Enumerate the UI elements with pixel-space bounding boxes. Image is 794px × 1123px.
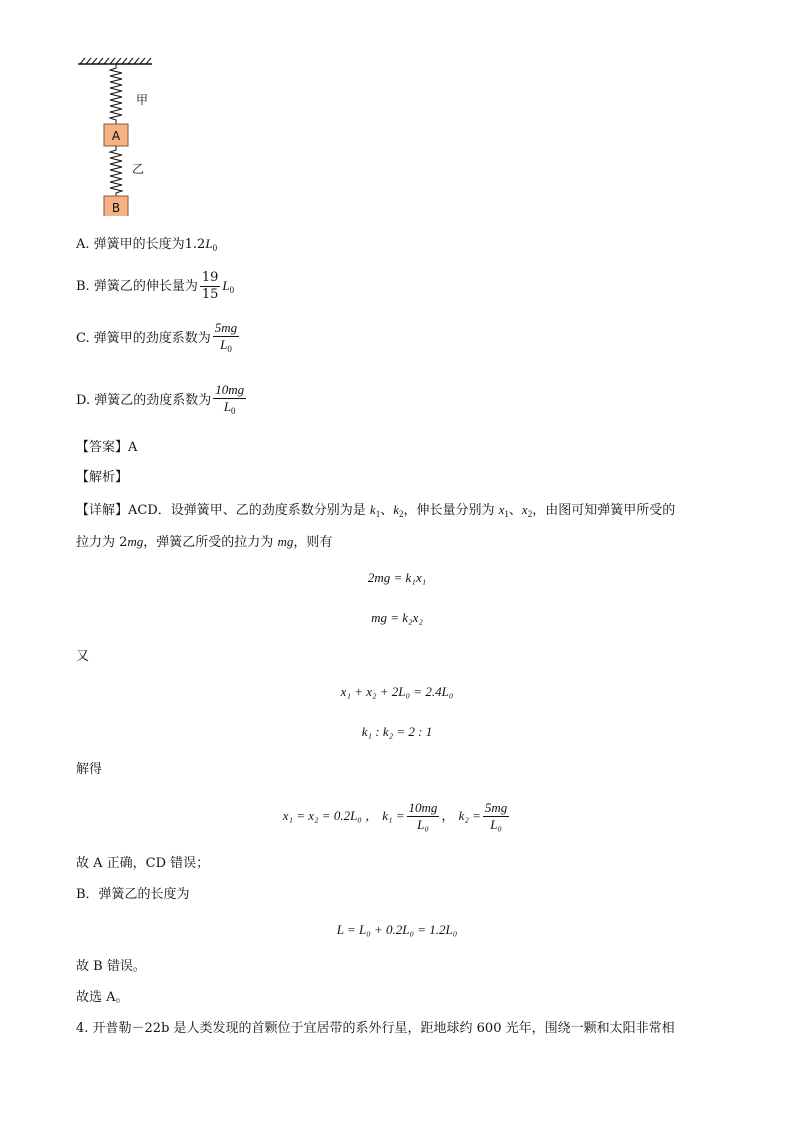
conclusion-3: 故 B 错误。 [76,959,146,974]
detail-k2-sub: 2 [398,509,404,519]
conclusion-2: B．弹簧乙的长度为 [76,887,190,902]
detail-x2: x [521,502,528,517]
option-d-den-L: L [223,399,232,414]
equation-5-sep: ， [441,809,455,824]
equation-5-k2-den: L₀ [490,817,502,832]
equation-2: mg = k₂x₂ [371,610,423,625]
option-a-text: A. 弹簧甲的长度为 [76,237,185,252]
equation-1: 2mg = k₁x₁ [367,570,427,585]
detail-line-1 [76,501,675,523]
detail-mg2: mg [277,534,294,549]
equation-5-k1-fraction [407,800,440,833]
spring-jia-label: 甲 [136,93,149,107]
option-b-text: B. 弹簧乙的伸长量为 [76,279,198,294]
option-a [76,235,217,257]
option-b [76,268,234,308]
detail-x1: x [498,502,505,517]
detail-sep1: 、 [380,503,394,518]
solve-text: 解得 [76,762,103,777]
detail-text-2b: ，弹簧乙所受的拉力为 [143,535,278,550]
option-c-fraction [213,320,239,357]
analysis-label: 【解析】 [76,470,129,485]
ceiling [78,58,152,64]
again-text: 又 [76,649,90,664]
spring-jia [110,64,122,124]
option-b-sub: 0 [229,285,235,295]
detail-label: 【详解】 [76,503,129,518]
option-b-num: 19 [201,270,219,285]
equation-4: k₁ : k₂ = 2 : 1 [361,724,433,739]
equation-5-k2-fraction [483,800,509,833]
detail-text-1b: ，伸长量分别为 [403,503,499,518]
option-a-value: 1.2 [184,237,206,252]
analysis-line [76,469,128,487]
detail-x2-sub: 2 [527,509,533,519]
equation-6: L = L₀ + 0.2L₀ = 1.2L₀ [336,922,458,937]
detail-text-2a: 拉力为 2 [76,535,128,550]
conclusion-1: 故 A 正确，CD 错误； [76,856,210,871]
block-b-label: B [111,201,121,215]
option-d-den-sub: 0 [231,406,236,416]
option-c-den-L: L [220,337,228,352]
conclusion-4: 故选 A。 [76,990,129,1005]
option-d-fraction [213,382,246,419]
answer-label: 【答案】 [76,440,129,455]
equation-5-k2: k₂ = [458,808,481,823]
spring-yi-label: 乙 [132,162,145,176]
option-c-text: C. 弹簧甲的劲度系数为 [76,331,211,346]
next-question: 4. 开普勒－22b 是人类发现的首颗位于宜居带的系外行星，距地球约 600 光年，围绕一颗和太阳非常相 [76,1021,675,1036]
spring-yi [110,146,122,196]
option-c-den-sub: 0 [227,344,232,354]
option-b-fraction [200,270,221,303]
option-d-text: D. 弹簧乙的劲度系数为 [76,393,212,408]
detail-mg1: mg [127,534,144,549]
option-a-sub: 0 [212,243,218,253]
block-a-label: A [111,129,121,143]
option-b-den: 15 [201,287,219,302]
detail-k1: k [369,502,376,517]
option-c-num: 5mg [214,320,238,335]
detail-text-2c: ，则有 [293,535,333,550]
equation-5-k2-num: 5mg [484,800,508,815]
equation-5-k1-den: L₀ [417,817,429,832]
detail-x1-sub: 1 [504,509,509,519]
option-c [76,320,241,357]
equation-5 [0,796,794,837]
equation-5-x: x₁ = x₂ = 0.2L₀ ， [282,808,379,823]
detail-text-1c: ，由图可知弹簧甲所受的 [532,503,676,518]
detail-sep2: 、 [508,503,522,518]
detail-text-1a: ACD．设弹簧甲、乙的劲度系数分别为是 [128,503,370,518]
option-b-L: L [222,278,230,293]
equation-5-k1-num: 10mg [408,800,438,815]
equation-3: x₁ + x₂ + 2L₀ = 2.4L₀ [340,684,454,699]
equation-5-k1: k₁ = [382,808,405,823]
detail-line-2 [76,533,332,552]
option-d [76,382,248,419]
detail-k1-sub: 1 [375,509,381,519]
spring-block-figure [70,56,190,216]
answer-line [76,439,137,457]
detail-k2: k [393,502,399,517]
answer-value: A [128,440,138,455]
option-d-num: 10mg [215,382,245,397]
option-a-L: L [205,236,213,251]
